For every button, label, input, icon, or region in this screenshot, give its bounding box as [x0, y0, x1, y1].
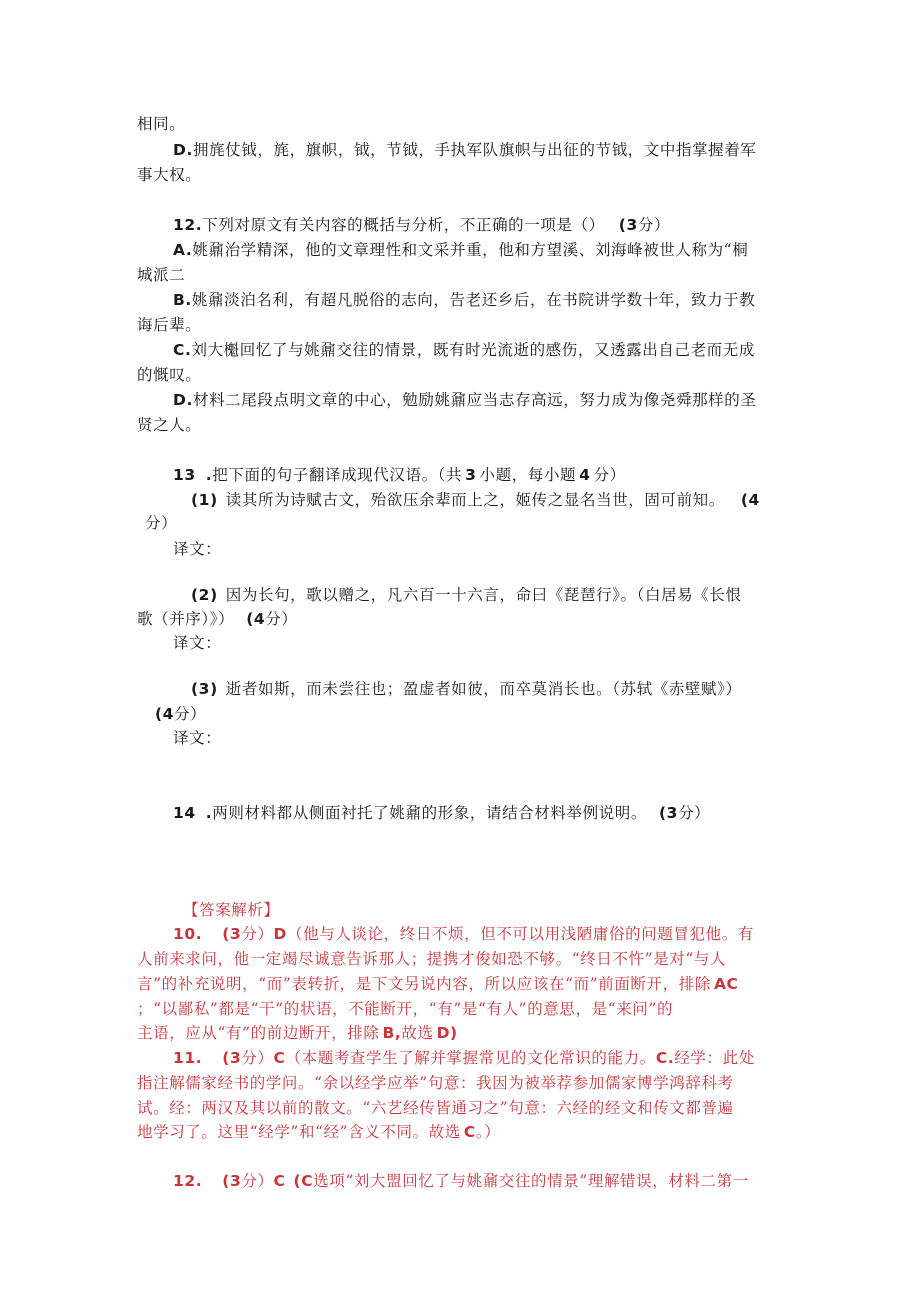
q12-option-c-line1: C.刘大櫆回忆了与姚鼐交往的情景，既有时光流逝的感伤，又透露出自己老而无成: [173, 341, 755, 359]
q11-tail: 相同。: [137, 115, 186, 133]
q13-translation-2-label: 译文：: [173, 634, 222, 652]
answer-10-line3: 言”的补充说明，“而”表转折，是下文另说内容，所以应该在“而”前面断开，排除 AC: [137, 975, 739, 993]
answer-10-line4: ；“以鄙私”都是“干”的状语，不能断开，“有”是“有人”的意思，是“来问”的: [137, 1000, 674, 1018]
q14-stem: 14 .两则材料都从侧面衬托了姚鼐的形象，请结合材料举例说明。 (3分）: [173, 804, 711, 822]
q12-option-b-line1: B.姚鼐淡泊名利，有超凡脱俗的志向，告老还乡后，在书院讲学数十年，致力于教: [173, 291, 756, 309]
q13-sentence-2: (2) 因为长句，歌以赠之，凡六百一十六言，命曰《琵琶行》。（白居易《长恨: [191, 586, 742, 604]
q13-sentence-1-score-unit: 分）: [145, 514, 178, 532]
q13-sentence-1: (1) 读其所为诗赋古文，殆欲压余辈而上之，姬传之显名当世，固可前知。 (4: [191, 491, 760, 509]
q12-option-c-line2: 的慨叹。: [137, 366, 202, 384]
answer-10-line2: 人前来求问，他一定竭尽诚意告诉那人；提携才俊如恐不够。“终日不忤”是对“与人: [137, 950, 727, 968]
q13-stem: 13 .把下面的句子翻译成现代汉语。（共 3 小题，每小题 4 分）: [173, 466, 626, 484]
answer-11-line3: 试。经：两汉及其以前的散文。“六艺经传皆通习之”句意：六经的经文和传文都普遍: [137, 1099, 734, 1117]
q11-option-d-line2: 事大权。: [137, 166, 202, 184]
q12-option-a-line2: 城派二: [137, 266, 186, 284]
q12-option-b-line2: 诲后辈。: [137, 316, 202, 334]
q13-sentence-3: (3) 逝者如斯，而未尝往也；盈虚者如彼，而卒莫消长也。（苏轼《赤壁赋》）: [191, 680, 742, 698]
answer-11-line4: 地学习了。这里“经学”和“经”含义不同。故选 C。）: [137, 1123, 501, 1141]
answer-10-line1: 10. (3分）D（他与人谈论，终日不烦，但不可以用浅陋庸俗的问题冒犯他。有: [173, 925, 754, 943]
q12-option-a-line1: A.姚鼐治学精深，他的文章理性和文采并重，他和方望溪、刘海峰被世人称为“桐: [173, 241, 749, 259]
q13-sentence-2-line2: 歌（并序）》） (4分）: [137, 610, 298, 628]
q13-translation-1-label: 译文：: [173, 540, 222, 558]
q13-translation-3-label: 译文：: [173, 729, 222, 747]
q12-stem: 12.下列对原文有关内容的概括与分析，不正确的一项是（） (3分）: [173, 216, 671, 234]
answer-12-line1: 12. (3分）C (C选项“刘大盟回忆了与姚鼐交往的情景”理解错误，材料二第一: [173, 1172, 749, 1190]
q12-option-d-line1: D.材料二尾段点明文章的中心，勉励姚鼐应当志存高远，努力成为像尧舜那样的圣: [173, 391, 757, 409]
answers-heading: 【答案解析】: [183, 901, 280, 919]
answer-11-line1: 11. (3分）C（本题考查学生了解并掌握常见的文化常识的能力。C.经学：此处: [173, 1049, 755, 1067]
q11-option-d-line1: D.拥旄仗钺，旄，旗帜，钺，节钺，手执军队旗帜与出征的节钺，文中指掌握着军: [173, 141, 757, 159]
answer-10-line5: 主语，应从“有”的前边断开，排除 B,故选 D): [137, 1024, 458, 1042]
q13-sentence-3-score: (4分）: [155, 705, 207, 723]
q12-option-d-line2: 贤之人。: [137, 416, 202, 434]
answer-11-line2: 指注解儒家经书的学问。“余以经学应举”句意：我因为被举荐参加儒家博学鸿辞科考: [137, 1074, 734, 1092]
